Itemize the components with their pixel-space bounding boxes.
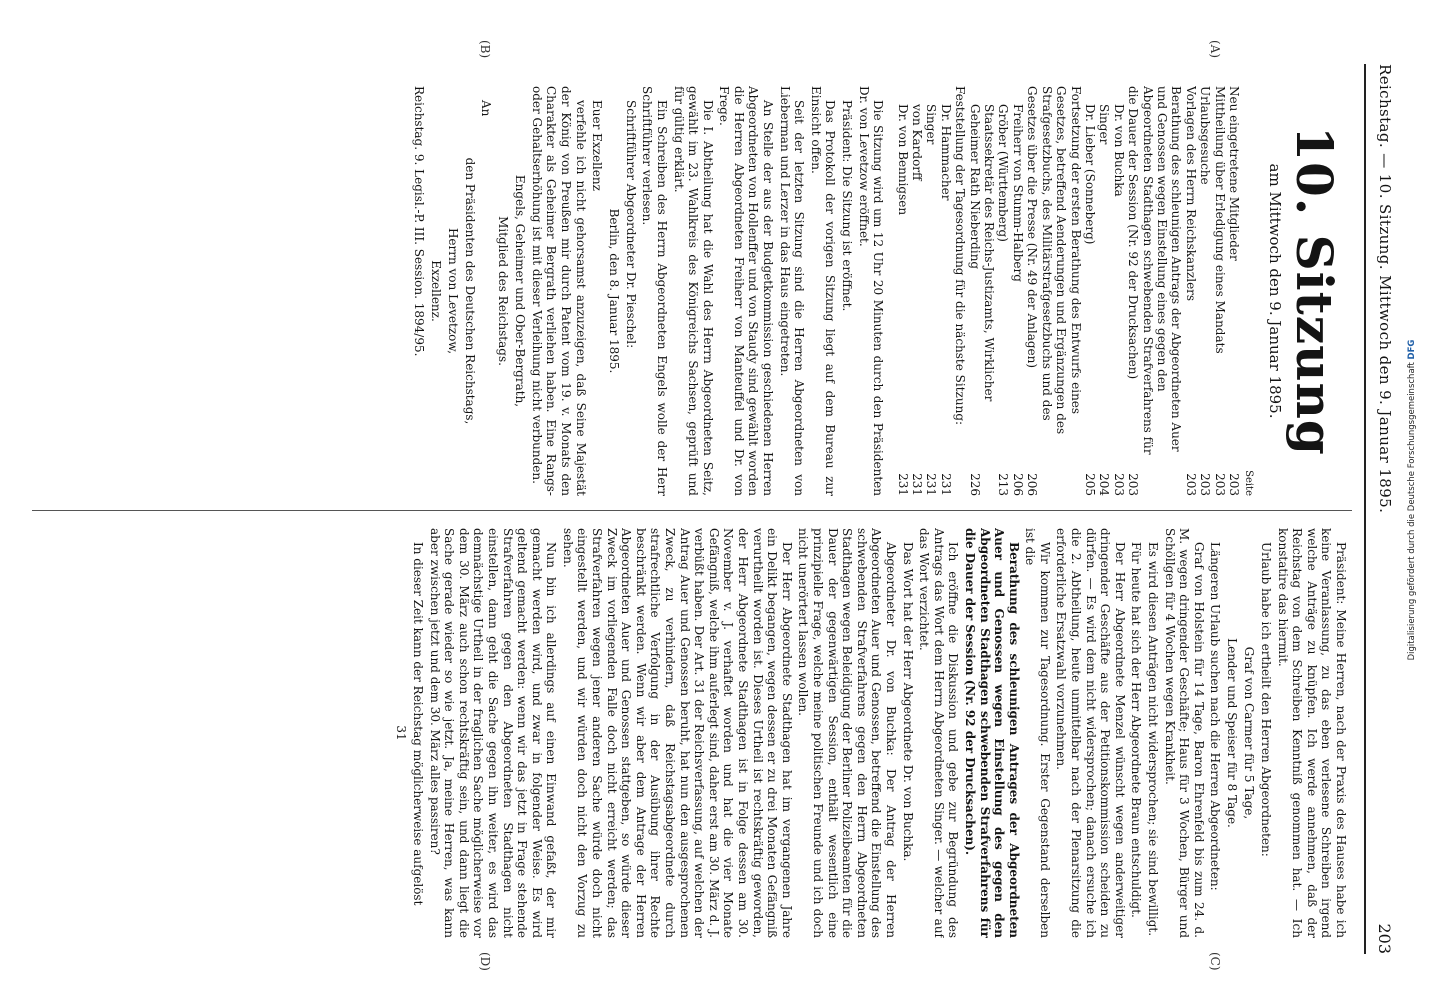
agenda-item (967, 86, 996, 496)
paragraph: Schriftführer Abgeordneter Dr. Pieschel: (623, 100, 638, 349)
paragraph: Präsident: Meine Herren, nach der Praxis des Hauses habe ich keine Veranlassung, zu das eben verlesene Schreiben irgend welche Anträge zu knüpfen. Ich werde annehmen, daß der Reichstag von dem Schreiben Kenntniß genommen hat. — Ich konstatire das hiermit. (1275, 528, 1348, 938)
paragraph: Graf von Carmer für 5 Tage, (1242, 646, 1257, 820)
paragraph: Für heute hat sich der Herr Abgeordnete Braun entschuldigt. (1129, 542, 1144, 918)
paragraph: Berathung des schleunigen Antrages der Abgeordneten Auer und Genossen wegen Einstellung des gegen den Abgeordneten Stadthagen schwebenden Strafverfahrens für die Dauer der Session (Nr. 92 der Drucksachen). (962, 528, 1021, 938)
agenda-item-text: Dr. Lieber (Sonneberg) (1082, 104, 1097, 245)
dfg-logo: DFG (1407, 339, 1417, 360)
agenda-item-page: 203 (1212, 473, 1227, 496)
agenda-item-text: Staatssekretär des Reichs-Justizamts, Wirklicher Geheimer Rath Nieberding (967, 104, 997, 402)
paragraph: verfehle ich nicht gehorsamst anzuzeigen, daß Seine Majestät der König von Preußen mir durch Patent vom 19. v. Monats den Charakter als Geheimer Bergrath verliehen haben. Eine Rangs- oder Gehaltserhöhung ist mit dieser Verleihung nicht verbunden. (529, 86, 588, 496)
agenda-item-text: Freiherr von Stumm-Halberg (1010, 104, 1025, 282)
session-title: 10. Sitzung (1285, 126, 1344, 456)
agenda-item (1025, 86, 1083, 496)
agenda-list (895, 86, 1241, 496)
agenda-item-page: 203 (1111, 473, 1126, 496)
agenda-item (895, 86, 909, 496)
agenda-item (910, 86, 924, 496)
paragraph: An Stelle der aus der Budgetkommission geschiedenen Herren Abgeordneten von Hollenffer und von Staudy sind gewählt worden die Herren Abgeordneten Freiherr von Manteuffel und Dr. von Frege. (717, 86, 776, 496)
header-rule (1364, 64, 1366, 954)
margin-letter-c: (C) (1208, 952, 1222, 971)
right-body-text (393, 528, 1348, 938)
paragraph: Der Herr Abgeordnete Menzel wünscht wegen anderweitiger dringender Geschäfte aus der Petitionskommission scheiden zu dürfen. — Es wird dem nicht widersprochen; danach ersuche ich die 2. Abtheilung, heute unmittelbar nach der Plenarsitzung die erforderliche Ersatzwahl vorzunehmen. (1054, 528, 1127, 938)
agenda-item (1126, 86, 1184, 496)
agenda-item-text: Feststellung der Tagesordnung für die nächste Sitzung: (953, 86, 968, 426)
agenda-item-page: 203 (1227, 473, 1241, 496)
agenda-item (1083, 86, 1097, 496)
paragraph: Urlaub habe ich ertheilt den Herren Abgeordneten: (1259, 542, 1274, 857)
agenda-item (953, 86, 967, 496)
paragraph: Das Wort hat der Herr Abgeordnete Dr. von Buchka. (900, 542, 915, 862)
agenda-item-text: Singer (1097, 104, 1112, 145)
agenda-item-page: 206 (1010, 473, 1025, 496)
agenda-item-text: Berathung des schleunigen Antrags der Abgeordneten Auer und Genossen wegen Einstellung eines gegen den Abgeordneten Stadthagen schwebenden Strafverfahrens für die Dauer der Session (Nr. 92 der Drucksachen) (1126, 86, 1184, 455)
agenda-item-page: 226 (967, 473, 982, 496)
paragraph: den Präsidenten des Deutschen Reichstags, (462, 157, 477, 425)
credit-text: Digitalisierung gefördert durch die Deutsche Forschungsgemeinschaft (1407, 362, 1417, 661)
agenda-item-text: Singer (924, 104, 939, 145)
agenda-item-text: Dr. Hammacher (938, 104, 953, 201)
margin-letter-b: (B) (478, 40, 492, 59)
paragraph: Längeren Urlaub suchen nach die Herren Abgeordneten: (1208, 542, 1223, 891)
paragraph: Präsident: Die Sitzung ist eröffnet. (840, 100, 855, 312)
agenda-item-page: 231 (910, 473, 925, 496)
agenda-item (996, 86, 1010, 496)
agenda-item (924, 86, 938, 496)
agenda-item-page: 206 (1025, 473, 1040, 496)
column-divider (32, 510, 1352, 511)
paragraph: Herrn von Levetzow, (445, 227, 460, 355)
agenda-item-page: 231 (938, 473, 953, 496)
paragraph: Graf von Holstein für 14 Tage, Baron Ehrenfeld bis zum 24. d. M. wegen dringender Geschäfte; Haus für 3 Wochen, Bürger und Schöllgen für 4 Wochen wegen Krankheit. (1162, 528, 1206, 938)
margin-letter-a: (A) (1208, 40, 1222, 59)
agenda-item-page: 203 (1198, 473, 1213, 496)
paragraph: Es wird diesen Anträgen nicht widersprochen; sie sind bewilligt. (1146, 542, 1161, 937)
agenda-item-page: 205 (1082, 473, 1097, 496)
agenda-item (1097, 86, 1111, 496)
paragraph: 31 (394, 725, 409, 741)
left-body-text (411, 86, 885, 496)
digitization-credit (1402, 10, 1422, 990)
agenda-item (1111, 86, 1125, 496)
agenda-item-page: 231 (924, 473, 939, 496)
page-number: 203 (1375, 923, 1394, 954)
paragraph: In dieser Zeit kann der Reichstag möglicherweise aufgelöst (410, 542, 425, 906)
agenda-item (1198, 86, 1212, 496)
paragraph: Die I. Abtheilung hat die Wahl des Herrn Abgeordneten Seitz, gewählt im 23. Wahlkreis des Königreichs Sachsen, geprüft und für gültig erklärt. (671, 86, 715, 496)
agenda-item-text: von Kardorff (910, 104, 925, 181)
agenda-item-text: Dr. von Buchka (1111, 104, 1126, 197)
agenda-item-page: 213 (996, 473, 1011, 496)
agenda-item-text: Gröber (Württemberg) (996, 104, 1011, 242)
agenda-item-page: 203 (1126, 473, 1141, 496)
running-title: Reichstag. — 10. Sitzung. Mittwoch den 9. Januar 1895. (1376, 64, 1394, 514)
margin-letter-d: (D) (478, 952, 492, 971)
agenda-page-header: Seite (1243, 470, 1254, 496)
paragraph: Ein Schreiben des Herrn Abgeordneten Engels wolle der Herr Schriftführer verlesen. (640, 86, 669, 496)
agenda-item-text: Urlaubsgesuche (1198, 86, 1213, 185)
paragraph: Seit der letzten Sitzung sind die Herren Abgeordneten von Lieberman und Lerzer in das Haus eingetreten. (777, 86, 807, 496)
agenda-item-page: 203 (1183, 473, 1198, 496)
paragraph: Euer Exzellenz (590, 100, 605, 191)
paragraph: An (479, 100, 494, 117)
paragraph: Nun bin ich allerdings auf einen Einwand gefaßt, der mir gemacht werden wird, und zwar in folgender Weise. Es wird geltend gemacht werden: wenn wir das jetzt in Frage stehende Strafverfahren gegen den Abgeordneten Stadthagen nicht einstellen, dann geht die Sache gegen ihn weiter, es wird das demnächstige Urtheil in der fraglichen Sache möglicherweise vor dem 30. März auch schon rechtskräftig sein, und dann liegt die Sache gerade wieder so wie jetzt. Ja, meine Herren, was kann aber zwischen jetzt und dem 30. März alles passiren? (427, 528, 559, 938)
page-header (1364, 64, 1400, 954)
agenda-item (1183, 86, 1197, 496)
paragraph: Der Herr Abgeordnete Stadthagen hat im vergangenen Jahre ein Delikt begangen, wegen dessen er zu drei Monaten Gefängniß verurtheilt worden ist. Dieses Urtheil ist rechtskräftig geworden, der Herr Abgeordnete Stadthagen ist in Folge dessen am 30. November v. J. verhaftet worden und hat die vier Monate Gefängniß, welche ihm auferlegt sind, daher erst am 30. März d. J. verbüßt haben. Der Art. 31 der Reichsverfassung, auf welchen der Antrag Auer und Genossen beruht, hat nun den ausgesprochenen Zweck, zu verhindern, daß Reichstagsabgeordnete durch strafrechtliche Verfolgung in der Ausübung ihrer Rechte beschränkt werden. Wenn wir aber dem Antrage der Herren Abgeordneten Auer und Genossen stattgeben, so würde dieser Zweck im vorliegenden Falle doch nicht erreicht werden; das Strafverfahren wegen jener anderen Sache würde doch nicht eingestellt werden, und wir würden doch nicht den Vorzug zu sehen. (560, 528, 794, 938)
paragraph: Wir kommen zur Tagesordnung. Erster Gegenstand derselben ist die (1023, 528, 1052, 938)
paragraph: Mitglied des Reichstags. (496, 216, 511, 366)
agenda-item (1011, 86, 1025, 496)
right-column (38, 528, 1348, 938)
agenda-item-text: Neu eingetretene Mitglieder (1227, 86, 1241, 261)
paragraph: Reichstag. 9. Legisl.-P. III. Session. 1894/95. (411, 86, 426, 357)
session-date: am Mittwoch den 9. Januar 1895. (1266, 163, 1284, 419)
paragraph: Exzellenz. (428, 260, 443, 322)
paragraph: Abgeordneter Dr. von Buchka: Der Antrag der Herren Abgeordneten Auer und Genossen, betreffend die Einstellung des schwebenden Strafverfahrens gegen den Herrn Abgeordneten Stadthagen wegen Beleidigung der Berliner Polizeibeamten für die Dauer der gegenwärtigen Session, enthält wesentlich eine prinzipielle Frage, welche meine politischen Freunde und ich doch nicht unerörtert lassen wollen. (796, 528, 898, 938)
agenda-item-text: Dr. von Bennigsen (895, 104, 910, 216)
agenda-item-text: Fortsetzung der ersten Berathung des Entwurfs eines Gesetzes, betreffend Aenderungen und Ergänzungen des Strafgesetzbuchs, des Militärstrafgesetzbuchs und des Gesetzes über die Presse (Nr. 49 der Anlagen) (1025, 86, 1083, 435)
agenda-item-page: 204 (1097, 473, 1112, 496)
agenda-item-text: Mittheilung über Erledigung eines Mandats (1212, 86, 1227, 354)
paragraph: Engels, Geheimer und Ober-Bergrath, (513, 174, 528, 408)
paragraph: Lender und Speiser für 8 Tage. (1225, 638, 1240, 828)
paragraph: Berlin, den 8. Januar 1895. (607, 208, 622, 374)
agenda-item (1212, 86, 1226, 496)
agenda-item (1227, 86, 1241, 496)
agenda-item (938, 86, 952, 496)
paragraph: Die Sitzung wird um 12 Uhr 20 Minuten durch den Präsidenten Dr. von Levetzow eröffnet. (856, 86, 886, 496)
paragraph: Ich eröffne die Diskussion und gebe zur Begründung des Antrags das Wort dem Herrn Abgeordneten Singer. — welcher auf das Wort verzichtet. (917, 528, 961, 938)
agenda-item-page: 231 (895, 473, 910, 496)
agenda-item-text: Vorlagen des Herrn Reichskanzlers (1183, 86, 1198, 302)
left-column (38, 86, 1348, 496)
paragraph: Das Protokoll der vorigen Sitzung liegt auf dem Bureau zur Einsicht offen. (808, 86, 838, 496)
